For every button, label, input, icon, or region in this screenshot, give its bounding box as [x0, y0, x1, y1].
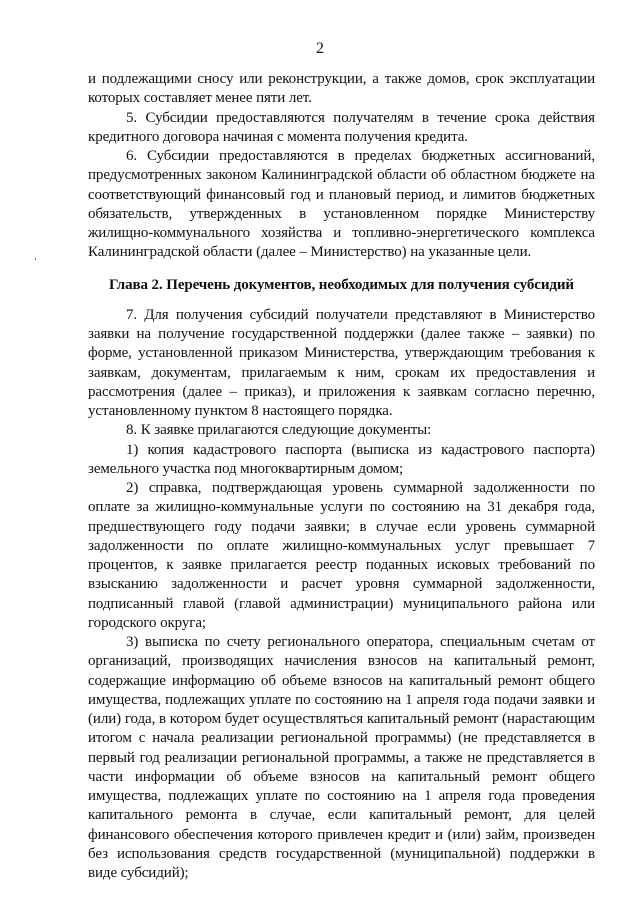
paragraph-item-5: 5. Субсидии предоставляются получателям в течение срока действия кредитного договора начиная с момента получения кредита.: [88, 109, 595, 145]
paragraph-item-6: 6. Субсидии предоставляются в пределах бюджетных ассигнований, предусмотренных законом Калининградской области об областном бюджете на соответствующий финансовый год и плановый период, и лимитов бюджетных обязательств, утвержденных в установленном порядке Министерству жилищно-коммунального хозяйства и топливно-энергетического комплекса Калининградской области (далее – Министерство) на указанные цели.: [88, 148, 595, 261]
document-body: [88, 70, 595, 883]
list-item-2: 2) справка, подтверждающая уровень суммарной задолженности по оплате за жилищно-коммунальные услуги по состоянию на 31 декабря года, предшествующего году подачи заявки; в случае если уровень суммарной задолженности по оплате жилищно-коммунальных услуг превышает 7 процентов, к заявке прилагается реестр поданных исковых требований по взысканию задолженности и расчет уровня суммарной задолженности, подписанный главой (главой администрации) муниципального района или городского округа;: [88, 480, 595, 631]
list-item-3: 3) выписка по счету регионального оператора, специальным счетам от организаций, производящих начисления взносов на капитальный ремонт, содержащие информацию об объеме взносов на капитальный ремонт общего имущества, подлежащих уплате по состоянию на 1 апреля года подачи заявки и (или) года, в котором будет осуществляться капитальный ремонт (нарастающим итогом с начала реализации региональной программы) (не представляется в первый год реализации региональной программы, а также не представляется в части информации об объеме взносов на капитальный ремонт общего имущества, подлежащих уплате по состоянию на 1 апреля года проведения капитального ремонта в случае, если капитальный ремонт, для целей финансового обеспечения которого привлечен кредит и (или) займ, произведен без использования средств государственной (муниципальной) поддержки в виде субсидий);: [88, 634, 595, 881]
margin-mark: ‘: [34, 256, 37, 266]
paragraph-item-8: 8. К заявке прилагаются следующие документы:: [126, 422, 432, 439]
paragraph-item-7: 7. Для получения субсидий получатели представляют в Министерство заявки на получение государственной поддержки (далее также – заявки) по форме, установленной приказом Министерства, утверждающим требования к заявкам, документам, прилагаемым к ним, срокам их предоставления и рассмотрения (далее – приказ), и приложения к заявкам согласно перечню, установленному пунктом 8 настоящего порядка.: [88, 306, 595, 419]
chapter-heading-wrap: [88, 276, 595, 295]
chapter-heading: Глава 2. Перечень документов, необходимых для получения субсидий: [109, 276, 574, 293]
list-item-1: 1) копия кадастрового паспорта (выписка из кадастрового паспорта) земельного участка под многоквартирным домом;: [88, 441, 595, 477]
paragraph-continuation: и подлежащими сносу или реконструкции, а также домов, срок эксплуатации которых составляет менее пяти лет.: [88, 71, 595, 107]
page-number: 2: [316, 40, 324, 57]
